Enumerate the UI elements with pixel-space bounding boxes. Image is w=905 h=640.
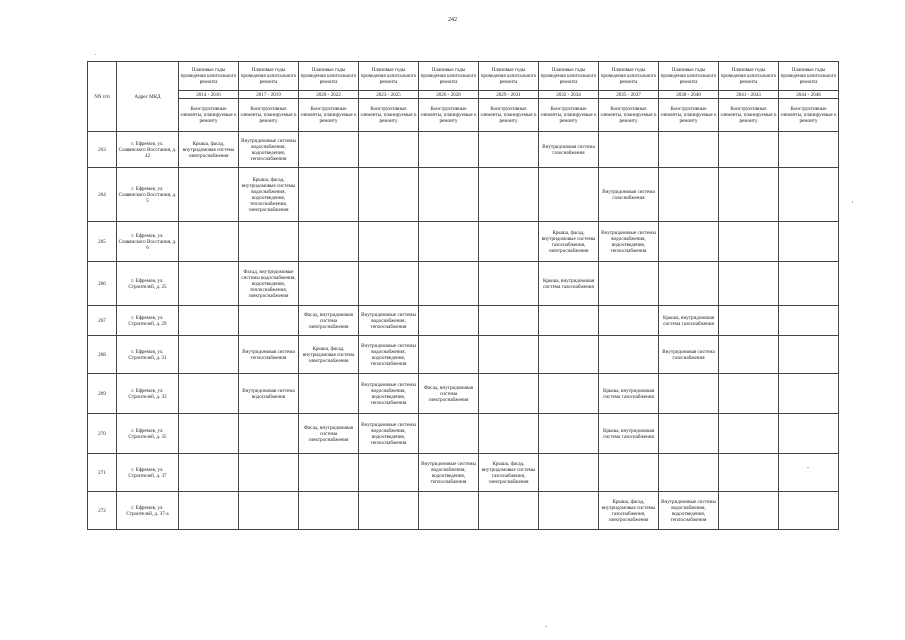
table-row <box>88 454 839 492</box>
header-years: Плановые годы проведения капитального ремонта <box>719 62 779 91</box>
planned-works-cell: Крыша, фасад, внутридомовые системы газоснабжения, электроснабжения <box>539 222 599 262</box>
planned-works-cell <box>719 262 779 306</box>
planned-works-cell <box>239 222 299 262</box>
planned-works-cell <box>479 492 539 530</box>
planned-works-cell <box>299 454 359 492</box>
planned-works-cell <box>299 168 359 222</box>
row-address: г. Ефремов, ул. Славянского Восстания, д. 42 <box>117 132 179 168</box>
planned-works-cell <box>659 374 719 414</box>
header-years: Плановые годы проведения капитального ремонта <box>539 62 599 91</box>
planned-works-cell: Крыша, внутридомовая система газоснабжения <box>599 374 659 414</box>
repair-schedule-table <box>87 61 839 530</box>
planned-works-cell: Крыша, фасад, внутридомовые системы водоснабжения, водоотведения, теплоснабжения, электроснабжения <box>239 168 299 222</box>
planned-works-cell <box>179 168 239 222</box>
header-elements: Конструктивные элементы, планируемые к ремонту <box>359 99 419 132</box>
planned-works-cell <box>299 222 359 262</box>
header-period-row <box>88 91 839 99</box>
planned-works-cell <box>359 168 419 222</box>
planned-works-cell: Крыша, фасад, внутридомовая система электроснабжения <box>179 132 239 168</box>
planned-works-cell <box>719 168 779 222</box>
header-period: 2029 - 2031 <box>479 91 539 99</box>
header-elements: Конструктивные элементы, планируемые к ремонту <box>419 99 479 132</box>
planned-works-cell: Крыша, внутридомовая система газоснабжения <box>659 306 719 336</box>
planned-works-cell <box>419 414 479 454</box>
planned-works-cell <box>419 336 479 374</box>
header-period: 2017 - 2019 <box>239 91 299 99</box>
table-row <box>88 306 839 336</box>
planned-works-cell <box>419 168 479 222</box>
planned-works-cell: Крыша, внутридомовая система газоснабжения <box>539 262 599 306</box>
planned-works-cell <box>779 374 839 414</box>
row-number: 267 <box>88 306 117 336</box>
planned-works-cell <box>239 414 299 454</box>
planned-works-cell <box>479 168 539 222</box>
planned-works-cell <box>179 222 239 262</box>
header-period: 2023 - 2025 <box>359 91 419 99</box>
header-num: NN п/п <box>88 62 117 132</box>
planned-works-cell <box>239 454 299 492</box>
table-row <box>88 262 839 306</box>
header-years: Плановые годы проведения капитального ремонта <box>419 62 479 91</box>
planned-works-cell: Внутридомовые системы водоснабжения, водоотведения, теплоснабжения <box>359 374 419 414</box>
row-number: 264 <box>88 168 117 222</box>
planned-works-cell <box>419 306 479 336</box>
row-number: 265 <box>88 222 117 262</box>
row-number: 270 <box>88 414 117 454</box>
header-address: Адрес МКД <box>117 62 179 132</box>
planned-works-cell <box>719 454 779 492</box>
planned-works-cell <box>179 454 239 492</box>
planned-works-cell <box>539 306 599 336</box>
planned-works-cell <box>599 262 659 306</box>
scan-speck <box>545 626 547 627</box>
header-elements: Конструктивные элементы, планируемые к ремонту <box>179 99 239 132</box>
planned-works-cell: Фасад, внутридомовая система электроснабжения <box>419 374 479 414</box>
planned-works-cell <box>479 336 539 374</box>
table-row <box>88 336 839 374</box>
planned-works-cell: Внутридомовая система газоснабжения <box>599 168 659 222</box>
header-years: Плановые годы проведения капитального ремонта <box>299 62 359 91</box>
planned-works-cell <box>659 414 719 454</box>
header-years: Плановые годы проведения капитального ремонта <box>239 62 299 91</box>
row-number: 263 <box>88 132 117 168</box>
planned-works-cell <box>779 306 839 336</box>
planned-works-cell <box>299 132 359 168</box>
table-row <box>88 414 839 454</box>
planned-works-cell: Внутридомовые системы водоснабжения, водоотведения, теплоснабжения <box>359 336 419 374</box>
planned-works-cell <box>179 492 239 530</box>
planned-works-cell <box>539 454 599 492</box>
header-years: Плановые годы проведения капитального ремонта <box>179 62 239 91</box>
planned-works-cell <box>419 132 479 168</box>
planned-works-cell <box>599 336 659 374</box>
table-row <box>88 132 839 168</box>
planned-works-cell <box>479 222 539 262</box>
planned-works-cell: Внутридомовые системы водоснабжения, водоотведения, теплоснабжения <box>599 222 659 262</box>
scan-speck <box>807 467 809 468</box>
planned-works-cell <box>659 262 719 306</box>
planned-works-cell <box>779 414 839 454</box>
row-number: 272 <box>88 492 117 530</box>
planned-works-cell <box>719 492 779 530</box>
header-years-row <box>88 62 839 91</box>
planned-works-cell: Фасад, внутридомовая система электроснабжения <box>299 306 359 336</box>
header-elements-row <box>88 99 839 132</box>
planned-works-cell <box>719 222 779 262</box>
header-years: Плановые годы проведения капитального ремонта <box>659 62 719 91</box>
planned-works-cell <box>299 492 359 530</box>
planned-works-cell <box>659 168 719 222</box>
planned-works-cell <box>719 306 779 336</box>
row-number: 271 <box>88 454 117 492</box>
planned-works-cell: Внутридомовые системы водоснабжения, теплоснабжения <box>359 306 419 336</box>
planned-works-cell <box>419 492 479 530</box>
row-address: г. Ефремов, ул. Строителей, д. 25 <box>117 262 179 306</box>
planned-works-cell <box>179 262 239 306</box>
row-address: г. Ефремов, ул. Строителей, д. 37-а <box>117 492 179 530</box>
planned-works-cell <box>419 222 479 262</box>
planned-works-cell: Внутридомовые системы водоснабжения, водоотведения, теплоснабжения <box>359 414 419 454</box>
planned-works-cell <box>719 374 779 414</box>
planned-works-cell <box>599 132 659 168</box>
scan-speck <box>852 201 853 203</box>
planned-works-cell <box>659 454 719 492</box>
header-elements: Конструктивные элементы, планируемые к ремонту <box>239 99 299 132</box>
planned-works-cell <box>179 306 239 336</box>
planned-works-cell: Внутридомовая система водоснабжения <box>239 374 299 414</box>
table-row <box>88 374 839 414</box>
planned-works-cell <box>179 414 239 454</box>
row-address: г. Ефремов, ул. Славянского Восстания, д. 5 <box>117 168 179 222</box>
row-address: г. Ефремов, ул. Строителей, д. 31 <box>117 336 179 374</box>
planned-works-cell <box>479 262 539 306</box>
row-address: г. Ефремов, ул. Строителей, д. 37 <box>117 454 179 492</box>
planned-works-cell <box>479 414 539 454</box>
header-period: 2020 - 2022 <box>299 91 359 99</box>
scan-speck <box>95 54 96 55</box>
planned-works-cell <box>659 132 719 168</box>
row-address: г. Ефремов, ул. Строителей, д. 35 <box>117 414 179 454</box>
header-period: 2032 - 2034 <box>539 91 599 99</box>
planned-works-cell <box>719 414 779 454</box>
header-years: Плановые годы проведения капитального ремонта <box>479 62 539 91</box>
planned-works-cell <box>599 454 659 492</box>
planned-works-cell: Внутридомовые системы водоснабжения, водоотведения, теплоснабжения <box>659 492 719 530</box>
planned-works-cell: Фасад, внутридомовая система электроснабжения <box>299 414 359 454</box>
planned-works-cell <box>419 262 479 306</box>
planned-works-cell <box>179 336 239 374</box>
planned-works-cell: Внутридомовая система газоснабжения <box>659 336 719 374</box>
header-period: 2041 - 2043 <box>719 91 779 99</box>
header-period: 2038 - 2040 <box>659 91 719 99</box>
planned-works-cell <box>359 454 419 492</box>
row-address: г. Ефремов, ул. Славянского Восстания, д. 6 <box>117 222 179 262</box>
planned-works-cell <box>299 262 359 306</box>
table-row <box>88 168 839 222</box>
planned-works-cell <box>539 168 599 222</box>
planned-works-cell <box>539 492 599 530</box>
planned-works-cell <box>599 306 659 336</box>
header-elements: Конструктивные элементы, планируемые к ремонту <box>479 99 539 132</box>
planned-works-cell <box>719 132 779 168</box>
row-number: 268 <box>88 336 117 374</box>
planned-works-cell: Крыша, фасад, внутридомовые системы газоснабжения, электроснабжения <box>479 454 539 492</box>
planned-works-cell <box>299 374 359 414</box>
planned-works-cell <box>779 132 839 168</box>
planned-works-cell <box>359 262 419 306</box>
planned-works-cell <box>779 168 839 222</box>
header-elements: Конструктивные элементы, планируемые к ремонту <box>779 99 839 132</box>
header-elements: Конструктивные элементы, планируемые к ремонту <box>539 99 599 132</box>
header-elements: Конструктивные элементы, планируемые к ремонту <box>299 99 359 132</box>
planned-works-cell <box>659 222 719 262</box>
planned-works-cell <box>479 374 539 414</box>
planned-works-cell: Фасад, внутридомовые системы водоснабжения, водоотведения, теплоснабжения, электроснабжения <box>239 262 299 306</box>
planned-works-cell <box>779 336 839 374</box>
planned-works-cell <box>359 222 419 262</box>
planned-works-cell <box>539 414 599 454</box>
planned-works-cell <box>239 306 299 336</box>
table-row <box>88 222 839 262</box>
planned-works-cell <box>359 132 419 168</box>
planned-works-cell: Внутридомовые системы водоснабжения, водоотведения, теплоснабжения <box>239 132 299 168</box>
table-body <box>88 132 839 530</box>
row-address: г. Ефремов, ул. Строителей, д. 33 <box>117 374 179 414</box>
planned-works-cell: Внутридомовые системы водоснабжения, водоотведения, теплоснабжения <box>419 454 479 492</box>
planned-works-cell <box>539 374 599 414</box>
header-years: Плановые годы проведения капитального ремонта <box>599 62 659 91</box>
header-period: 2026 - 2028 <box>419 91 479 99</box>
planned-works-cell: Внутридомовая система газоснабжения <box>539 132 599 168</box>
planned-works-cell <box>479 132 539 168</box>
header-elements: Конструктивные элементы, планируемые к ремонту <box>719 99 779 132</box>
planned-works-cell: Внутридомовая система теплоснабжения <box>239 336 299 374</box>
planned-works-cell <box>719 336 779 374</box>
planned-works-cell <box>179 374 239 414</box>
planned-works-cell: Крыша, внутридомовая система газоснабжения <box>599 414 659 454</box>
planned-works-cell <box>479 306 539 336</box>
planned-works-cell: Крыша, фасад, внутридомовые системы газоснабжения, электроснабжения <box>599 492 659 530</box>
row-address: г. Ефремов, ул. Строителей, д. 29 <box>117 306 179 336</box>
header-elements: Конструктивные элементы, планируемые к ремонту <box>659 99 719 132</box>
planned-works-cell <box>779 222 839 262</box>
planned-works-cell <box>359 492 419 530</box>
planned-works-cell <box>779 262 839 306</box>
planned-works-cell <box>239 492 299 530</box>
header-period: 2035 - 2037 <box>599 91 659 99</box>
row-number: 269 <box>88 374 117 414</box>
header-years: Плановые годы проведения капитального ремонта <box>779 62 839 91</box>
page-number: 242 <box>448 17 457 23</box>
header-years: Плановые годы проведения капитального ремонта <box>359 62 419 91</box>
table-row <box>88 492 839 530</box>
planned-works-cell: Крыша, фасад, внутридомовая система электроснабжения <box>299 336 359 374</box>
planned-works-cell <box>779 492 839 530</box>
planned-works-cell <box>539 336 599 374</box>
header-period: 2014 - 2016 <box>179 91 239 99</box>
header-elements: Конструктивные элементы, планируемые к ремонту <box>599 99 659 132</box>
row-number: 266 <box>88 262 117 306</box>
planned-works-cell <box>779 454 839 492</box>
header-period: 2044 - 2046 <box>779 91 839 99</box>
